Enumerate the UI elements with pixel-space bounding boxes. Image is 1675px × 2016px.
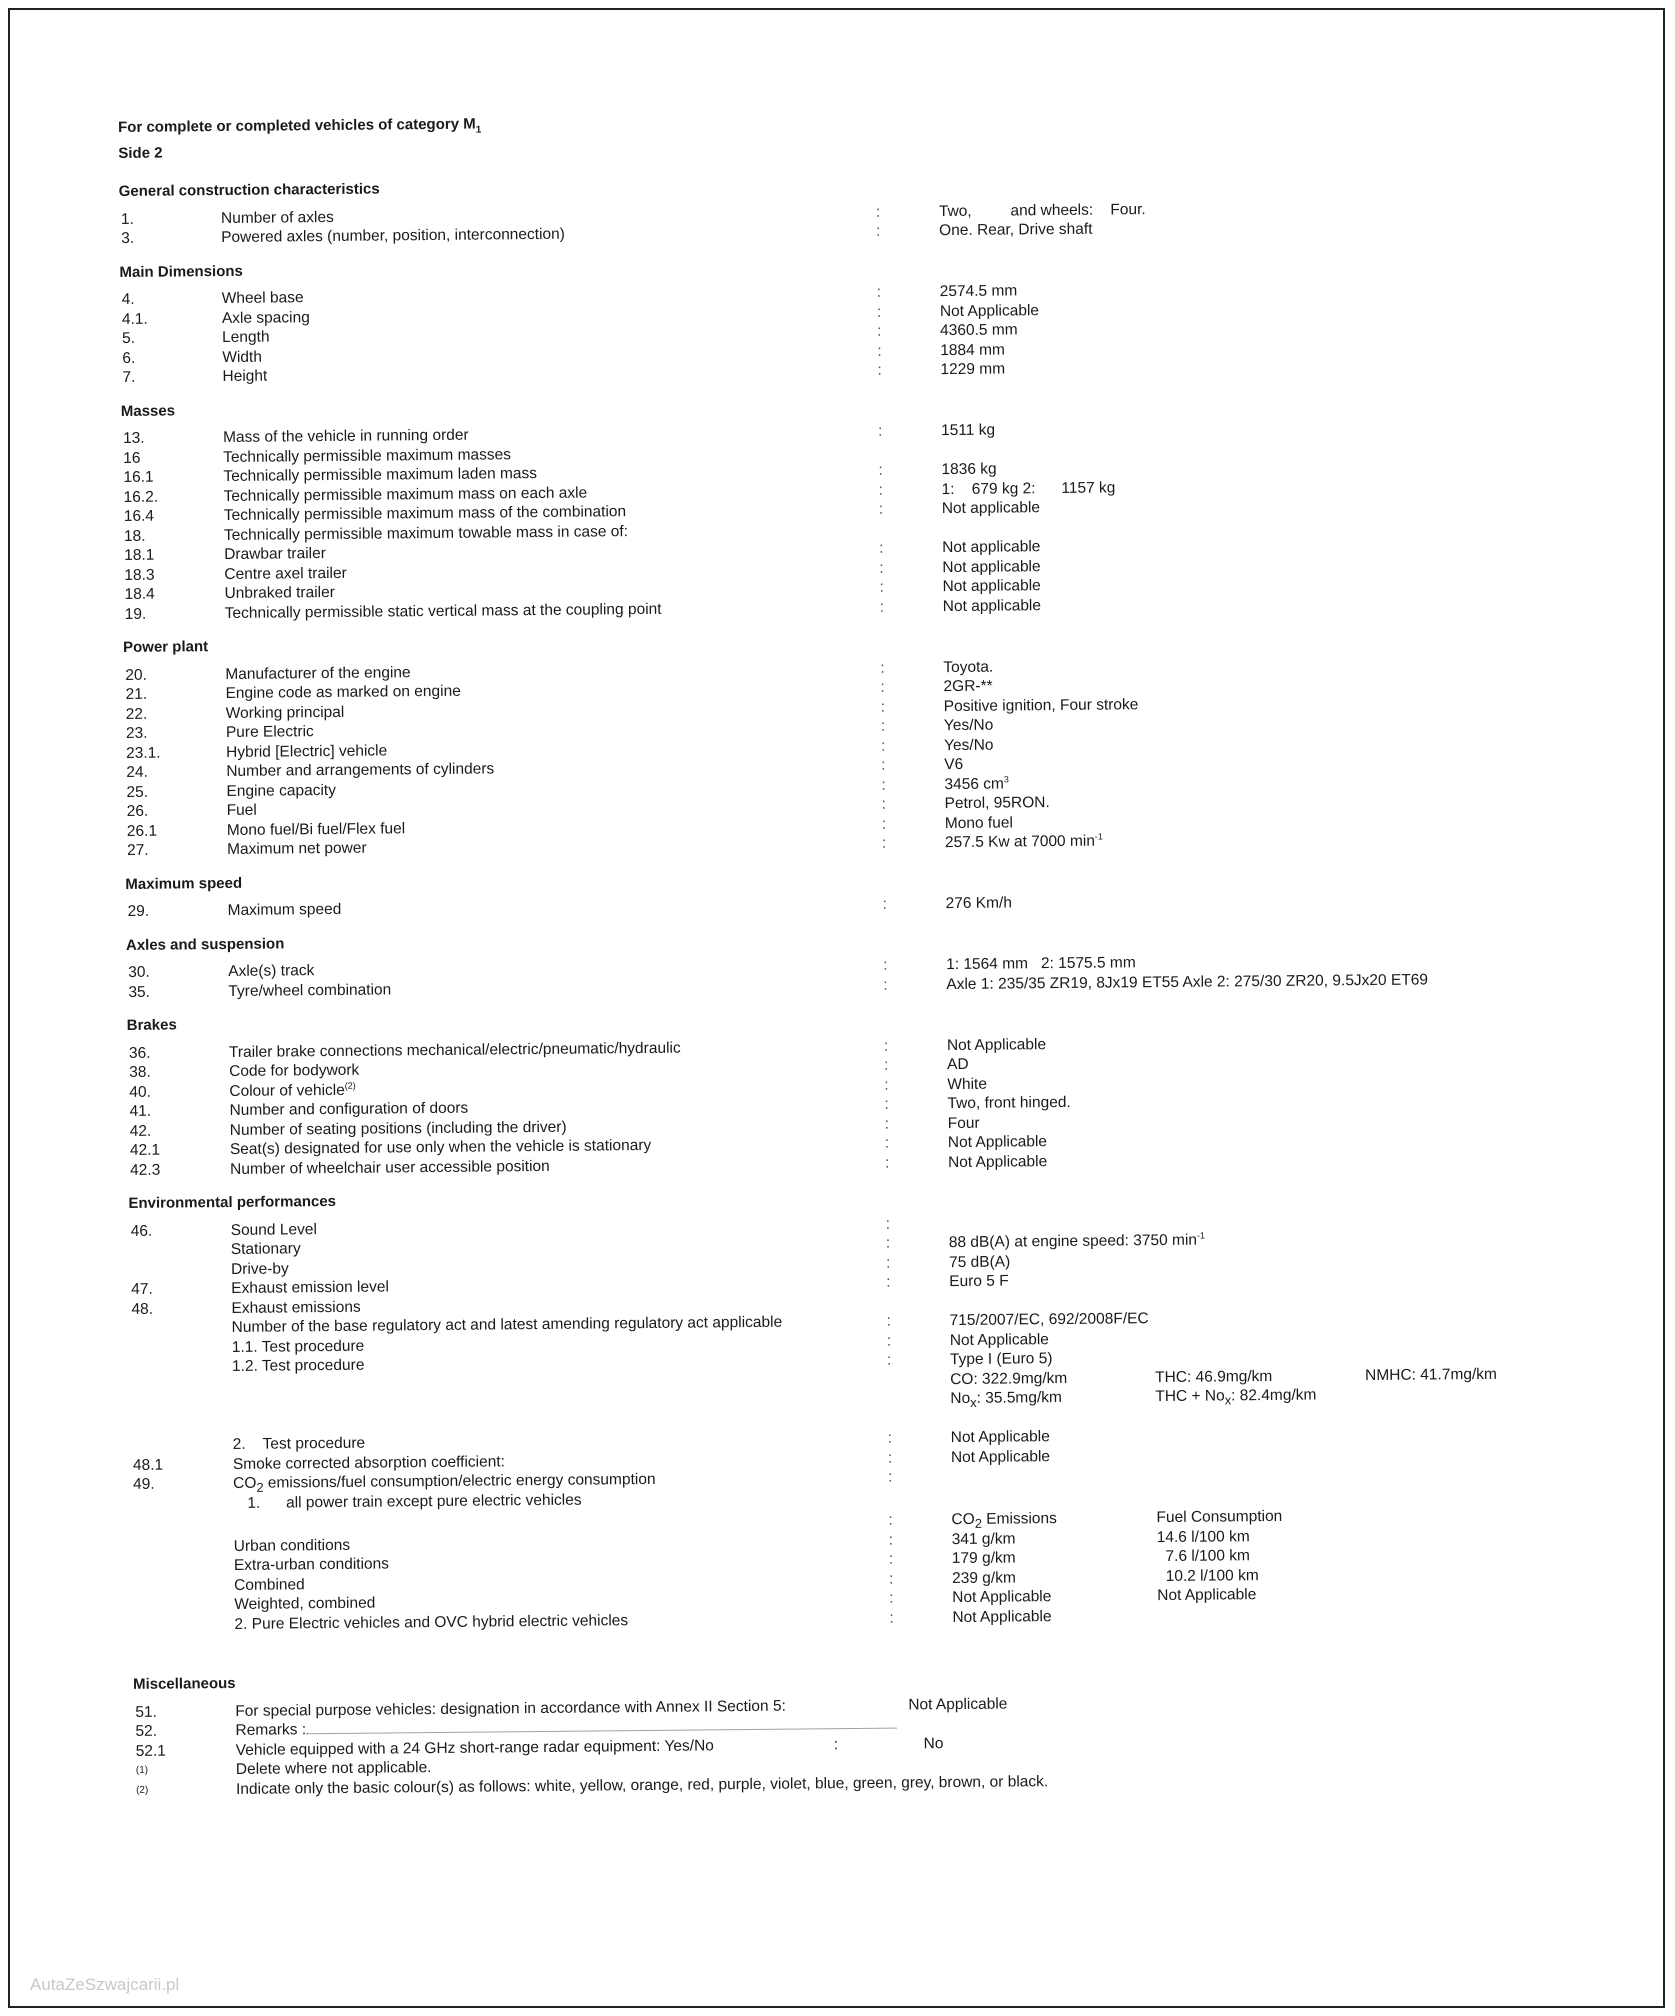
spec-row: 18.4 Unbraked trailer : Not applicable (124, 577, 1041, 603)
spec-row: 6. Width : 1884 mm (122, 340, 1005, 367)
spec-row: 24. Number and arrangements of cylinders : V6 (126, 755, 964, 781)
spec-row: 42.1 Seat(s) designated for use only when the vehicle is stationary : Not Applicable (129, 1133, 1048, 1159)
spec-row: 38. Code for bodywork : AD (129, 1055, 969, 1081)
document (118, 104, 1564, 1800)
section-title: Brakes (126, 1016, 177, 1034)
spec-row: 1. Number of axles : Two, and wheels: Four. (120, 200, 1146, 228)
section-brakes (127, 1002, 1559, 1180)
spec-row: 51. For special purpose vehicles: designation in accordance with Annex II Section 5: Not Applicable (135, 1695, 1008, 1721)
section-general (119, 168, 1550, 248)
spec-row: 2. Test procedure : Not Applicable (232, 1428, 1050, 1453)
section-title: General construction characteristics (118, 180, 380, 200)
spec-row: 1. all power train except pure electric vehicles (247, 1491, 582, 1512)
section-axles (126, 922, 1557, 1002)
spec-row: 42.3 Number of wheelchair user accessible position : Not Applicable (130, 1152, 1048, 1179)
section-max-speed (125, 861, 1555, 922)
spec-row: 7. Height : 1229 mm (122, 360, 1006, 386)
section-title: Maximum speed (125, 874, 243, 893)
spec-row: 5. Length : 4360.5 mm (122, 321, 1018, 347)
spec-row: 1.2. Test procedure : Type I (Euro 5) (231, 1350, 1053, 1375)
spec-row: 4. Wheel base : 2574.5 mm (121, 282, 1018, 308)
consumption-row: Weighted, combined : Not Applicable Not Applicable (234, 1586, 1257, 1613)
section-power-plant (123, 624, 1555, 860)
section-environment (128, 1180, 1562, 1635)
spec-row: 48.1 Smoke corrected absorption coefficient: : Not Applicable (132, 1447, 1051, 1474)
section-title: Miscellaneous (132, 1674, 236, 1693)
spec-row: 21. Engine code as marked on engine : 2GR-** (125, 677, 993, 703)
spec-row: 49. $CO_2$ emissions/fuel consumption/electric energy consumption : (133, 1468, 893, 1495)
section-masses (121, 388, 1553, 624)
consumption-row: Extra-urban conditions : 179 g/km 7.6 l/100 km (233, 1547, 1250, 1574)
spec-row: 36. Trailer brake connections mechanical/electric/pneumatic/hydraulic : Not Applicable (128, 1035, 1047, 1062)
consumption-row: Combined : 239 g/km 10.2 l/100 km (234, 1566, 1259, 1594)
spec-row: 22. Working principal : Positive ignition, Four stroke (125, 695, 1139, 723)
spec-row: 26.1 Mono fuel/Bi fuel/Flex fuel : Mono fuel (126, 813, 1013, 840)
section-title: Power plant (123, 638, 209, 656)
spec-row: Drive-by : 75 dB(A) (230, 1252, 1011, 1278)
spec-row: 46. Sound Level : (130, 1215, 891, 1240)
remarks-line (306, 1728, 896, 1735)
spec-row: 16 Technically permissible maximum masses (123, 445, 512, 467)
category-line: For complete or completed vehicles of category $M_1$ (118, 115, 482, 136)
spec-row: 25. Engine capacity : 3456 $cm^3$ (126, 773, 1009, 801)
spec-row: 35. Tyre/wheel combination : Axle 1: 235/35 ZR19, 8Jx19 ET55 Axle 2: 275/30 ZR20, 9.5Jx20 ET69 (128, 970, 1429, 1001)
spec-row: 16.1 Technically permissible maximum laden mass : 1836 kg (123, 460, 997, 486)
emission-row: CO: 322.9mg/km THC: 46.9mg/km NMHC: 41.7mg/km (950, 1365, 1497, 1388)
footnote-row: (1) Delete where not applicable. (135, 1759, 432, 1778)
consumption-row: 2. Pure Electric vehicles and OVC hybrid electric vehicles : Not Applicable (234, 1607, 1052, 1633)
spec-row: 48. Exhaust emissions (131, 1298, 361, 1318)
spec-row: 13. Mass of the vehicle in running order : 1511 kg (122, 421, 996, 447)
spec-row: 3. Powered axles (number, position, interconnection) : One. Rear, Drive shaft (121, 220, 1093, 247)
spec-row: 23.1. Hybrid [Electric] vehicle : Yes/No (126, 736, 994, 762)
section-dimensions (119, 249, 1550, 388)
section-title: Main Dimensions (119, 262, 243, 281)
spec-row: 47. Exhaust emission level : Euro 5 F (131, 1272, 1009, 1298)
spec-row: Number of the base regulatory act and latest amending regulatory act applicable : 715/2007/EC, 692/2008F/EC (231, 1310, 1149, 1336)
footnote-row: (2) Indicate only the basic colour(s) as follows: white, yellow, orange, red, purple, violet, blue, green, grey, brown, or black. (135, 1772, 1049, 1798)
spec-row: 20. Manufacturer of the engine : Toyota. (125, 658, 994, 684)
spec-row: 18.3 Centre axel trailer : Not applicable (124, 557, 1041, 584)
spec-row: 23. Pure Electric : Yes/No (125, 716, 994, 742)
spec-row: 52. Remarks : (133, 1708, 1563, 1741)
section-title: Axles and suspension (125, 934, 285, 954)
spec-row: 18. Technically permissible maximum towable mass in case of: (123, 522, 629, 545)
spec-row: 18.1 Drawbar trailer : Not applicable (124, 538, 1041, 564)
watermark: AutaZeSzwajcarii.pl (30, 1975, 180, 1994)
spec-row: 19. Technically permissible static vertical mass at the coupling point : Not applicable (124, 596, 1042, 623)
spec-row: 40. Colour of vehicle$^{(2)}$ : White (129, 1075, 988, 1101)
section-title: Environmental performances (128, 1192, 337, 1212)
side-line: Side 2 (118, 144, 163, 162)
spec-row: 26. Fuel : Petrol, 95RON. (126, 794, 1050, 820)
spec-row: 52.1 Vehicle equipped with a 24 GHz short-range radar equipment: Yes/No : No (135, 1734, 944, 1760)
spec-row: 41. Number and configuration of doors : Two, front hinged. (129, 1093, 1071, 1120)
spec-row: 42. Number of seating positions (including the driver) : Four (129, 1114, 980, 1140)
section-title: Masses (120, 401, 176, 420)
consumption-row: Urban conditions : 341 g/km 14.6 l/100 km (233, 1527, 1250, 1555)
section-miscellaneous (133, 1661, 1564, 1800)
spec-row: 1.1. Test procedure : Not Applicable (231, 1330, 1049, 1356)
spec-row: 16.2. Technically permissible maximum mass on each axle : 1: 679 kg 2: 1157 kg (123, 478, 1116, 506)
spec-row: Stationary : 88 dB(A) at engine speed: 3750 $\min^{-1}$ (230, 1230, 1206, 1258)
spec-row: 29. Maximum speed : 276 Km/h (127, 894, 1013, 920)
spec-row: 4.1. Axle spacing : Not Applicable (121, 301, 1040, 328)
consumption-header: : $CO_2$ Emissions Fuel Consumption (888, 1507, 1283, 1531)
spec-row: 16.4 Technically permissible maximum mass of the combination : Not applicable (123, 499, 1041, 525)
spec-row: 30. Axle(s) track : 1: 1564 mm 2: 1575.5 mm (128, 954, 1136, 981)
spec-row: 27. Maximum net power : 257.5 Kw at 7000 $\min^{-1}$ (126, 831, 1103, 859)
emission-row: $No_x$: 35.5mg/km THC + $No_x$: 82.4mg/km (950, 1386, 1317, 1410)
